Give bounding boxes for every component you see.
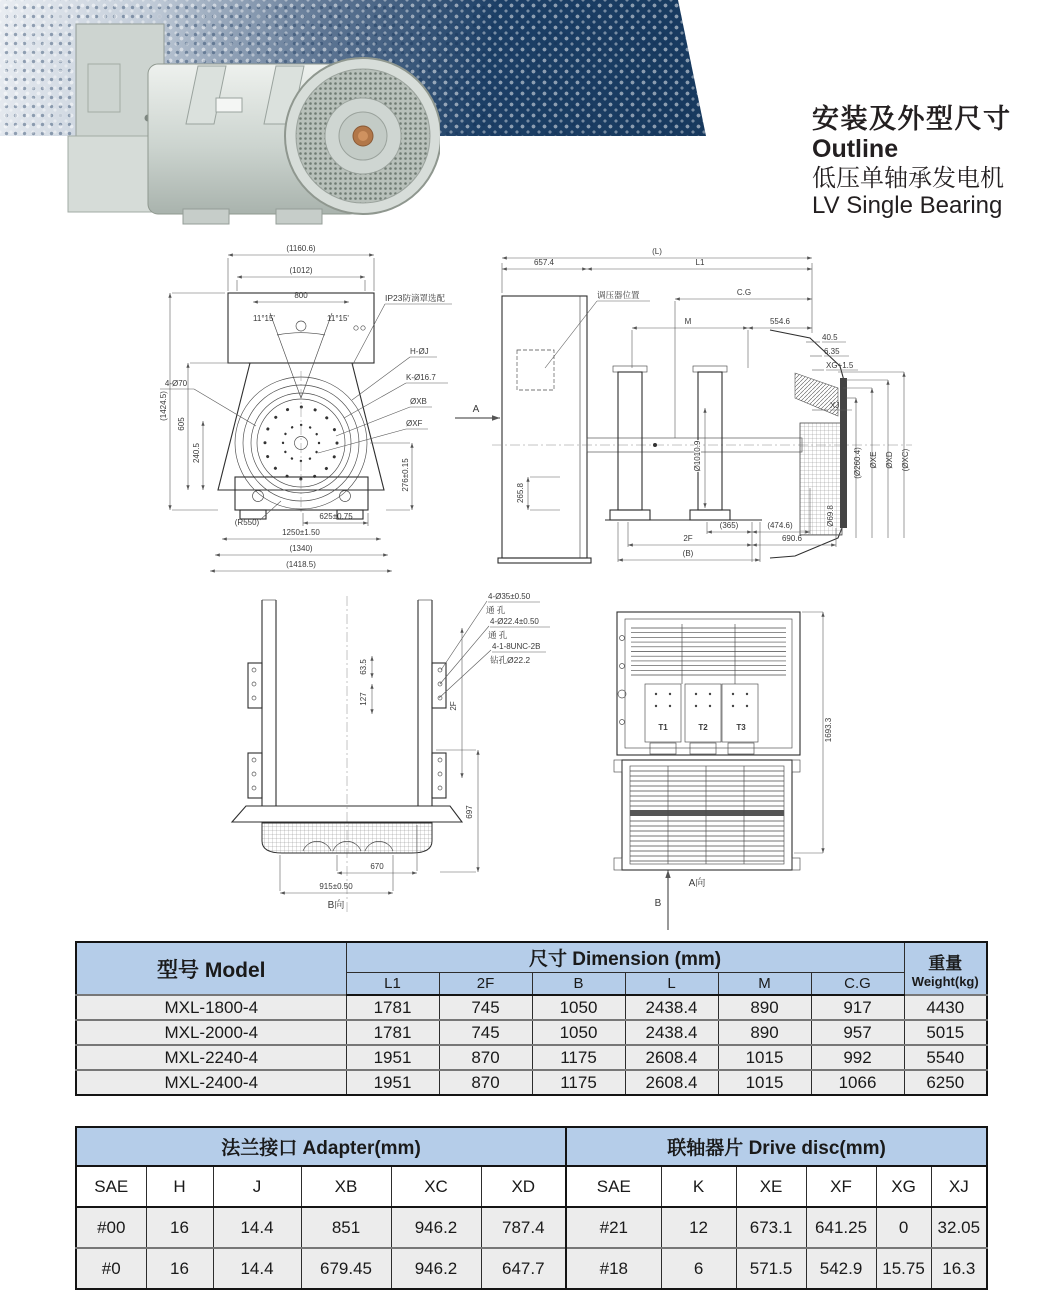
column-header: XD [481,1166,566,1207]
dimension-table [75,941,988,1096]
value-cell: 5540 [904,1045,987,1070]
drive-disc-header: 联轴器片 Drive disc(mm) [566,1127,987,1166]
terminal-t3: T3 [736,723,746,732]
end-bell [285,58,440,214]
value-cell: 870 [439,1070,532,1095]
column-header: SAE [76,1166,146,1207]
dim-label: 127 [359,692,368,706]
angle-label: 11°15' [253,314,275,323]
value-cell: 745 [439,995,532,1020]
hole-note: 通 孔 [486,605,506,615]
value-cell: 14.4 [213,1248,301,1289]
dim-label: ØXE [869,451,878,469]
dim-label: 240.5 [192,442,201,464]
value-cell: 946.2 [391,1248,481,1289]
dim-label: (1012) [289,266,313,275]
adapter-drive-table [75,1126,988,1290]
value-cell: 6 [661,1248,736,1289]
value-cell: 1781 [346,995,439,1020]
value-cell: 32.05 [931,1207,987,1248]
model-cell: MXL-1800-4 [76,995,346,1020]
hole-note: 通 孔 [488,630,508,640]
value-cell: 946.2 [391,1207,481,1248]
page-subtitle-zh: 低压单轴承发电机 [812,165,1004,193]
value-cell: 1015 [718,1045,811,1070]
model-cell: MXL-2400-4 [76,1070,346,1095]
adapter-header: 法兰接口 Adapter(mm) [76,1127,566,1166]
dim-label: L1 [695,258,705,267]
column-header: XG [876,1166,931,1207]
hole-note: 钻孔Ø22.2 [490,655,531,665]
dim-label: (1418.5) [286,560,316,569]
dim-label: 40.5 [822,333,838,342]
dim-label: 697 [465,805,474,819]
page-title-zh: 安装及外型尺寸 [812,104,1012,134]
hole-note: 4-Ø70 [164,379,188,388]
value-cell: 5015 [904,1020,987,1045]
value-cell: #21 [566,1207,661,1248]
page-subtitle-en: LV Single Bearing [812,192,1003,220]
dim-label: 63.5 [359,659,368,675]
weight-header-zh: 重量 [928,953,963,973]
dim-label: (B) [682,549,694,558]
dim-label: 1250±1.50 [282,528,320,537]
dim-label: 800 [294,291,308,300]
value-cell: 1951 [346,1070,439,1095]
dim-label: 605 [177,417,186,431]
hole-note: 4-1-8UNC-2B [492,642,541,651]
dim-label: H-ØJ [410,347,429,356]
generator-photo [48,6,440,232]
dim-label: (1160.6) [286,244,316,253]
value-cell: 1781 [346,1020,439,1045]
table-row [76,1207,987,1248]
value-cell: 16.3 [931,1248,987,1289]
table-row [76,1070,987,1095]
front-view [159,244,452,571]
value-cell: 917 [811,995,904,1020]
column-header: H [146,1166,213,1207]
value-cell: 571.5 [736,1248,806,1289]
value-cell: #00 [76,1207,146,1248]
bottom-view-b [232,592,550,914]
dim-label: 1693.3 [824,717,833,743]
dim-label: ØXB [410,397,427,406]
model-cell: MXL-2240-4 [76,1045,346,1070]
view-a-label: A向 [688,878,706,889]
column-header: XC [391,1166,481,1207]
value-cell: 2608.4 [625,1070,718,1095]
value-cell: 12 [661,1207,736,1248]
value-cell: 542.9 [806,1248,876,1289]
value-cell: 641.25 [806,1207,876,1248]
dim-label: K-Ø16.7 [406,373,436,382]
dimension-header: 尺寸 Dimension (mm) [346,942,904,973]
section-a-label: A [472,404,480,415]
value-cell: 16 [146,1207,213,1248]
column-header: J [213,1166,301,1207]
value-cell: 957 [811,1020,904,1045]
dim-label: ØXF [406,419,423,428]
value-cell: 0 [876,1207,931,1248]
value-cell: 1951 [346,1045,439,1070]
weight-header-en: Weight(kg) [911,973,979,989]
dim-label: 915±0.50 [319,882,353,891]
value-cell: 1175 [532,1045,625,1070]
column-header: L [625,973,718,996]
ip23-note: IP23防滴罩选配 [385,293,445,303]
value-cell: 1050 [532,995,625,1020]
value-cell: 1050 [532,1020,625,1045]
table-row [76,1045,987,1070]
dim-label: (1424.5) [159,391,168,421]
model-header: 型号 Model [76,942,346,995]
value-cell: 870 [439,1045,532,1070]
value-cell: 1066 [811,1070,904,1095]
value-cell: 673.1 [736,1207,806,1248]
value-cell: 15.75 [876,1248,931,1289]
column-header: XJ [931,1166,987,1207]
column-header: SAE [566,1166,661,1207]
column-header: XF [806,1166,876,1207]
table-row [76,1020,987,1045]
side-view [455,247,912,563]
column-header: M [718,973,811,996]
column-header: L1 [346,973,439,996]
dim-label: 276±0.15 [401,458,410,492]
section-b-label: B [654,898,662,909]
regulator-note: 调压器位置 [597,290,640,300]
weight-header [904,942,987,995]
dim-label: XG+1.5 [826,361,854,370]
column-header: K [661,1166,736,1207]
value-cell: 1015 [718,1070,811,1095]
dim-label: XJ [830,401,840,410]
dim-label: (Ø260.4) [853,447,862,479]
column-header: XB [301,1166,391,1207]
value-cell: 4430 [904,995,987,1020]
value-cell: 851 [301,1207,391,1248]
dim-label: 690.6 [781,534,803,543]
value-cell: 745 [439,1020,532,1045]
value-cell: 6250 [904,1070,987,1095]
hole-note: 4-Ø22.4±0.50 [490,617,539,626]
angle-label: 11°15' [327,314,349,323]
value-cell: 679.45 [301,1248,391,1289]
dim-label: ØXD [885,451,894,469]
dim-label: (L) [652,247,662,256]
value-cell: #0 [76,1248,146,1289]
dim-label: 657.4 [533,258,555,267]
column-header: C.G [811,973,904,996]
column-header: B [532,973,625,996]
value-cell: 992 [811,1045,904,1070]
title-block [812,104,1012,220]
dim-label: 265.8 [516,482,525,504]
dim-label: 554.6 [769,317,791,326]
terminal-t2: T2 [698,723,708,732]
dim-label: Ø1010.9 [693,440,702,472]
value-cell: 647.7 [481,1248,566,1289]
dim-label: 625±0.75 [319,512,353,521]
value-cell: 890 [718,995,811,1020]
dim-label: M [684,317,692,326]
dim-label: 6.35 [824,347,840,356]
dim-label: C.G [736,288,752,297]
value-cell: 2438.4 [625,1020,718,1045]
terminal-t1: T1 [658,723,668,732]
dim-label: (R550) [234,518,260,527]
page-title-en: Outline [812,135,899,164]
column-header: XE [736,1166,806,1207]
dim-label: (474.6) [767,521,793,530]
value-cell: 890 [718,1020,811,1045]
value-cell: 16 [146,1248,213,1289]
engineering-drawings [0,238,1055,938]
view-b-label: B向 [327,900,345,911]
hole-note: 4-Ø35±0.50 [488,592,531,601]
dim-label: (ØXC) [901,448,910,472]
dim-label: 670 [370,862,384,871]
dim-label: (365) [719,521,739,530]
value-cell: 1175 [532,1070,625,1095]
column-header: 2F [439,973,532,996]
value-cell: 2438.4 [625,995,718,1020]
dim-label: Ø69.8 [826,505,835,527]
value-cell: 787.4 [481,1207,566,1248]
top-view-a [614,612,833,930]
value-cell: 14.4 [213,1207,301,1248]
table-row [76,995,987,1020]
dim-label: 2F [683,534,693,543]
model-cell: MXL-2000-4 [76,1020,346,1045]
value-cell: #18 [566,1248,661,1289]
dim-label: (1340) [289,544,313,553]
dim-label: 2F [449,701,458,711]
value-cell: 2608.4 [625,1045,718,1070]
